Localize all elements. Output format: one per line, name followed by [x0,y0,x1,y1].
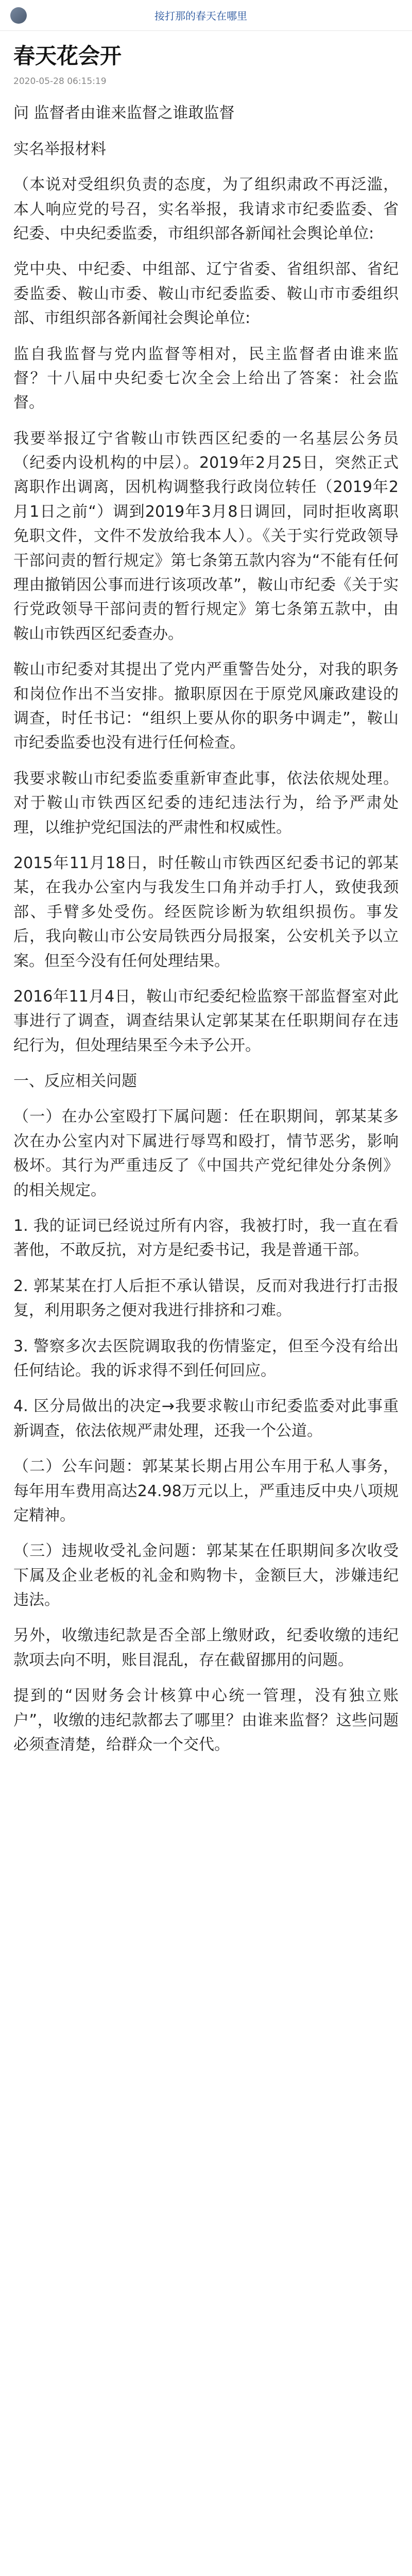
article-paragraph: 一、反应相关问题 [13,1072,137,1091]
article-paragraph: 1. 我的证词已经说过所有内容，我被打时，我一直在看著他，不敢反抗，对方是纪委书记，我是普通干部。 [13,1217,399,1260]
article-paragraph: （一）在办公室殴打下属问题：任在职期间，郭某某多次在办公室内对下属进行辱骂和殴打，情节恶劣，影响极坏。其行为严重违反了《中国共产党纪律处分条例》的相关规定。 [13,1108,399,1199]
article-paragraph: 实名举报材料 [13,140,106,158]
paragraph-spacer [13,1443,399,1454]
paragraph-spacer [13,646,399,657]
paragraph-spacer [13,1612,399,1623]
paragraph-spacer [13,126,399,137]
app-title: 接打那的春天在哪里 [154,10,247,22]
paragraph-spacer [13,973,399,985]
article-paragraph: 党中央、中纪委、中组部、辽宁省委、省组织部、省纪委监委、鞍山市委、鞍山市纪委监委、鞍山市市委组织部、市组织部各新闻社会舆论单位: [13,260,399,328]
paragraph-spacer [13,1383,399,1394]
article-paragraph: 2016年11月4日，鞍山市纪委纪检监察干部监督室对此事进行了调查，调查结果认定郭某某在任职期间存在违纪行为，但处理结果至今未予公开。 [13,987,399,1055]
paragraph-spacer [13,1058,399,1069]
top-bar [0,0,412,31]
post-timestamp: 2020-05-28 06:15:19 [13,76,107,87]
paragraph-spacer [13,1323,399,1334]
article-paragraph: （本说对受组织负责的态度，为了组织肃政不再泛滥，本人响应党的号召，实名举报，我请求市纪委监委、省纪委、中央纪委监委，市组织部各新闻社会舆论单位: [13,176,399,243]
article-paragraph: 鞍山市纪委对其提出了党内严重警告处分，对我的职务和岗位作出不当安排。撤职原因在于原党风廉政建设的调查，时任书记：“组织上要从你的职务中调走”，鞍山市纪委监委也没有进行任何检查。 [13,660,399,752]
article-paragraph: 问 监督者由谁来监督之谁敢监督 [13,104,235,123]
paragraph-spacer [13,840,399,851]
paragraph-spacer [13,1093,399,1105]
article-paragraph: 我要求鞍山市纪委监委重新审查此事，依法依规处理。对于鞍山市铁西区纪委的违纪违法行为，给予严肃处理，以维护党纪国法的严肃性和权威性。 [13,769,399,837]
paragraph-spacer [13,415,399,427]
article-paragraph: 4. 区分局做出的决定→我要求鞍山市纪委监委对此事重新调查，依法依规严肃处理，还我一个公道。 [13,1397,399,1440]
article-paragraph: 3. 警察多次去医院调取我的伤情鉴定，但至今没有给出任何结论。我的诉求得不到任何回应。 [13,1337,399,1380]
paragraph-spacer [13,161,399,173]
paragraph-spacer [13,1528,399,1539]
paragraph-spacer [13,246,399,257]
article-paragraph: 2. 郭某某在打人后拒不承认错误，反而对我进行打击报复，利用职务之便对我进行排挤和刁难。 [13,1277,399,1320]
article [0,31,412,1768]
paragraph-spacer [13,1757,399,1768]
article-paragraph: 我要举报辽宁省鞍山市铁西区纪委的一名基层公务员（纪委内设机构的中层）。2019年2月25日，突然正式离职作出调离，因机构调整我行政岗位转任（2019年2月1日之前“）调到2019年3月8日调回，同时拒收离职免职文件，文件不发放给我本人）。《关于实行党政领导干部问责的暂行规定》第七条第五款内容为“不能有任何理由撤销因公事而进行该项改革”，鞍山市纪委《关于实行党政领导干部问责的暂行规定》第七条第五款中，由鞍山市铁西区纪委查办。 [13,429,399,643]
paragraph-spacer [13,755,399,767]
article-paragraph: （二）公车问题：郭某某长期占用公车用于私人事务，每年用车费用高达24.98万元以上，严重违反中央八项规定精神。 [13,1458,399,1524]
article-paragraph: 提到的“因财务会计核算中心统一管理，没有独立账户”，收缴的违纪款都去了哪里？由谁来监督？这些问题必须查清楚，给群众一个交代。 [13,1687,399,1754]
avatar[interactable] [10,7,27,24]
paragraph-spacer [13,1263,399,1274]
article-paragraph: （三）违规收受礼金问题：郭某某在任职期间多次收受下属及企业老板的礼金和购物卡，金额巨大，涉嫌违纪违法。 [13,1542,399,1609]
article-body [13,101,399,1768]
article-paragraph: 另外，收缴违纪款是否全部上缴财政，纪委收缴的违纪款项去向不明，账目混乱，存在截留挪用的问题。 [13,1626,399,1669]
paragraph-spacer [13,1202,399,1214]
article-paragraph: 监自我监督与党内监督等相对，民主监督者由谁来监督？十八届中央纪委七次全会上给出了答案：社会监督。 [13,345,399,412]
paragraph-spacer [13,331,399,342]
paragraph-spacer [13,1672,399,1684]
post-title: 春天花会开 [13,43,122,69]
article-paragraph: 2015年11月18日，时任鞍山市铁西区纪委书记的郭某某，在我办公室内与我发生口角并动手打人，致使我颈部、手臂多处受伤。经医院诊断为软组织损伤。事发后，我向鞍山市公安局铁西分局报案，公安机关予以立案。但至今没有任何处理结果。 [13,854,399,970]
